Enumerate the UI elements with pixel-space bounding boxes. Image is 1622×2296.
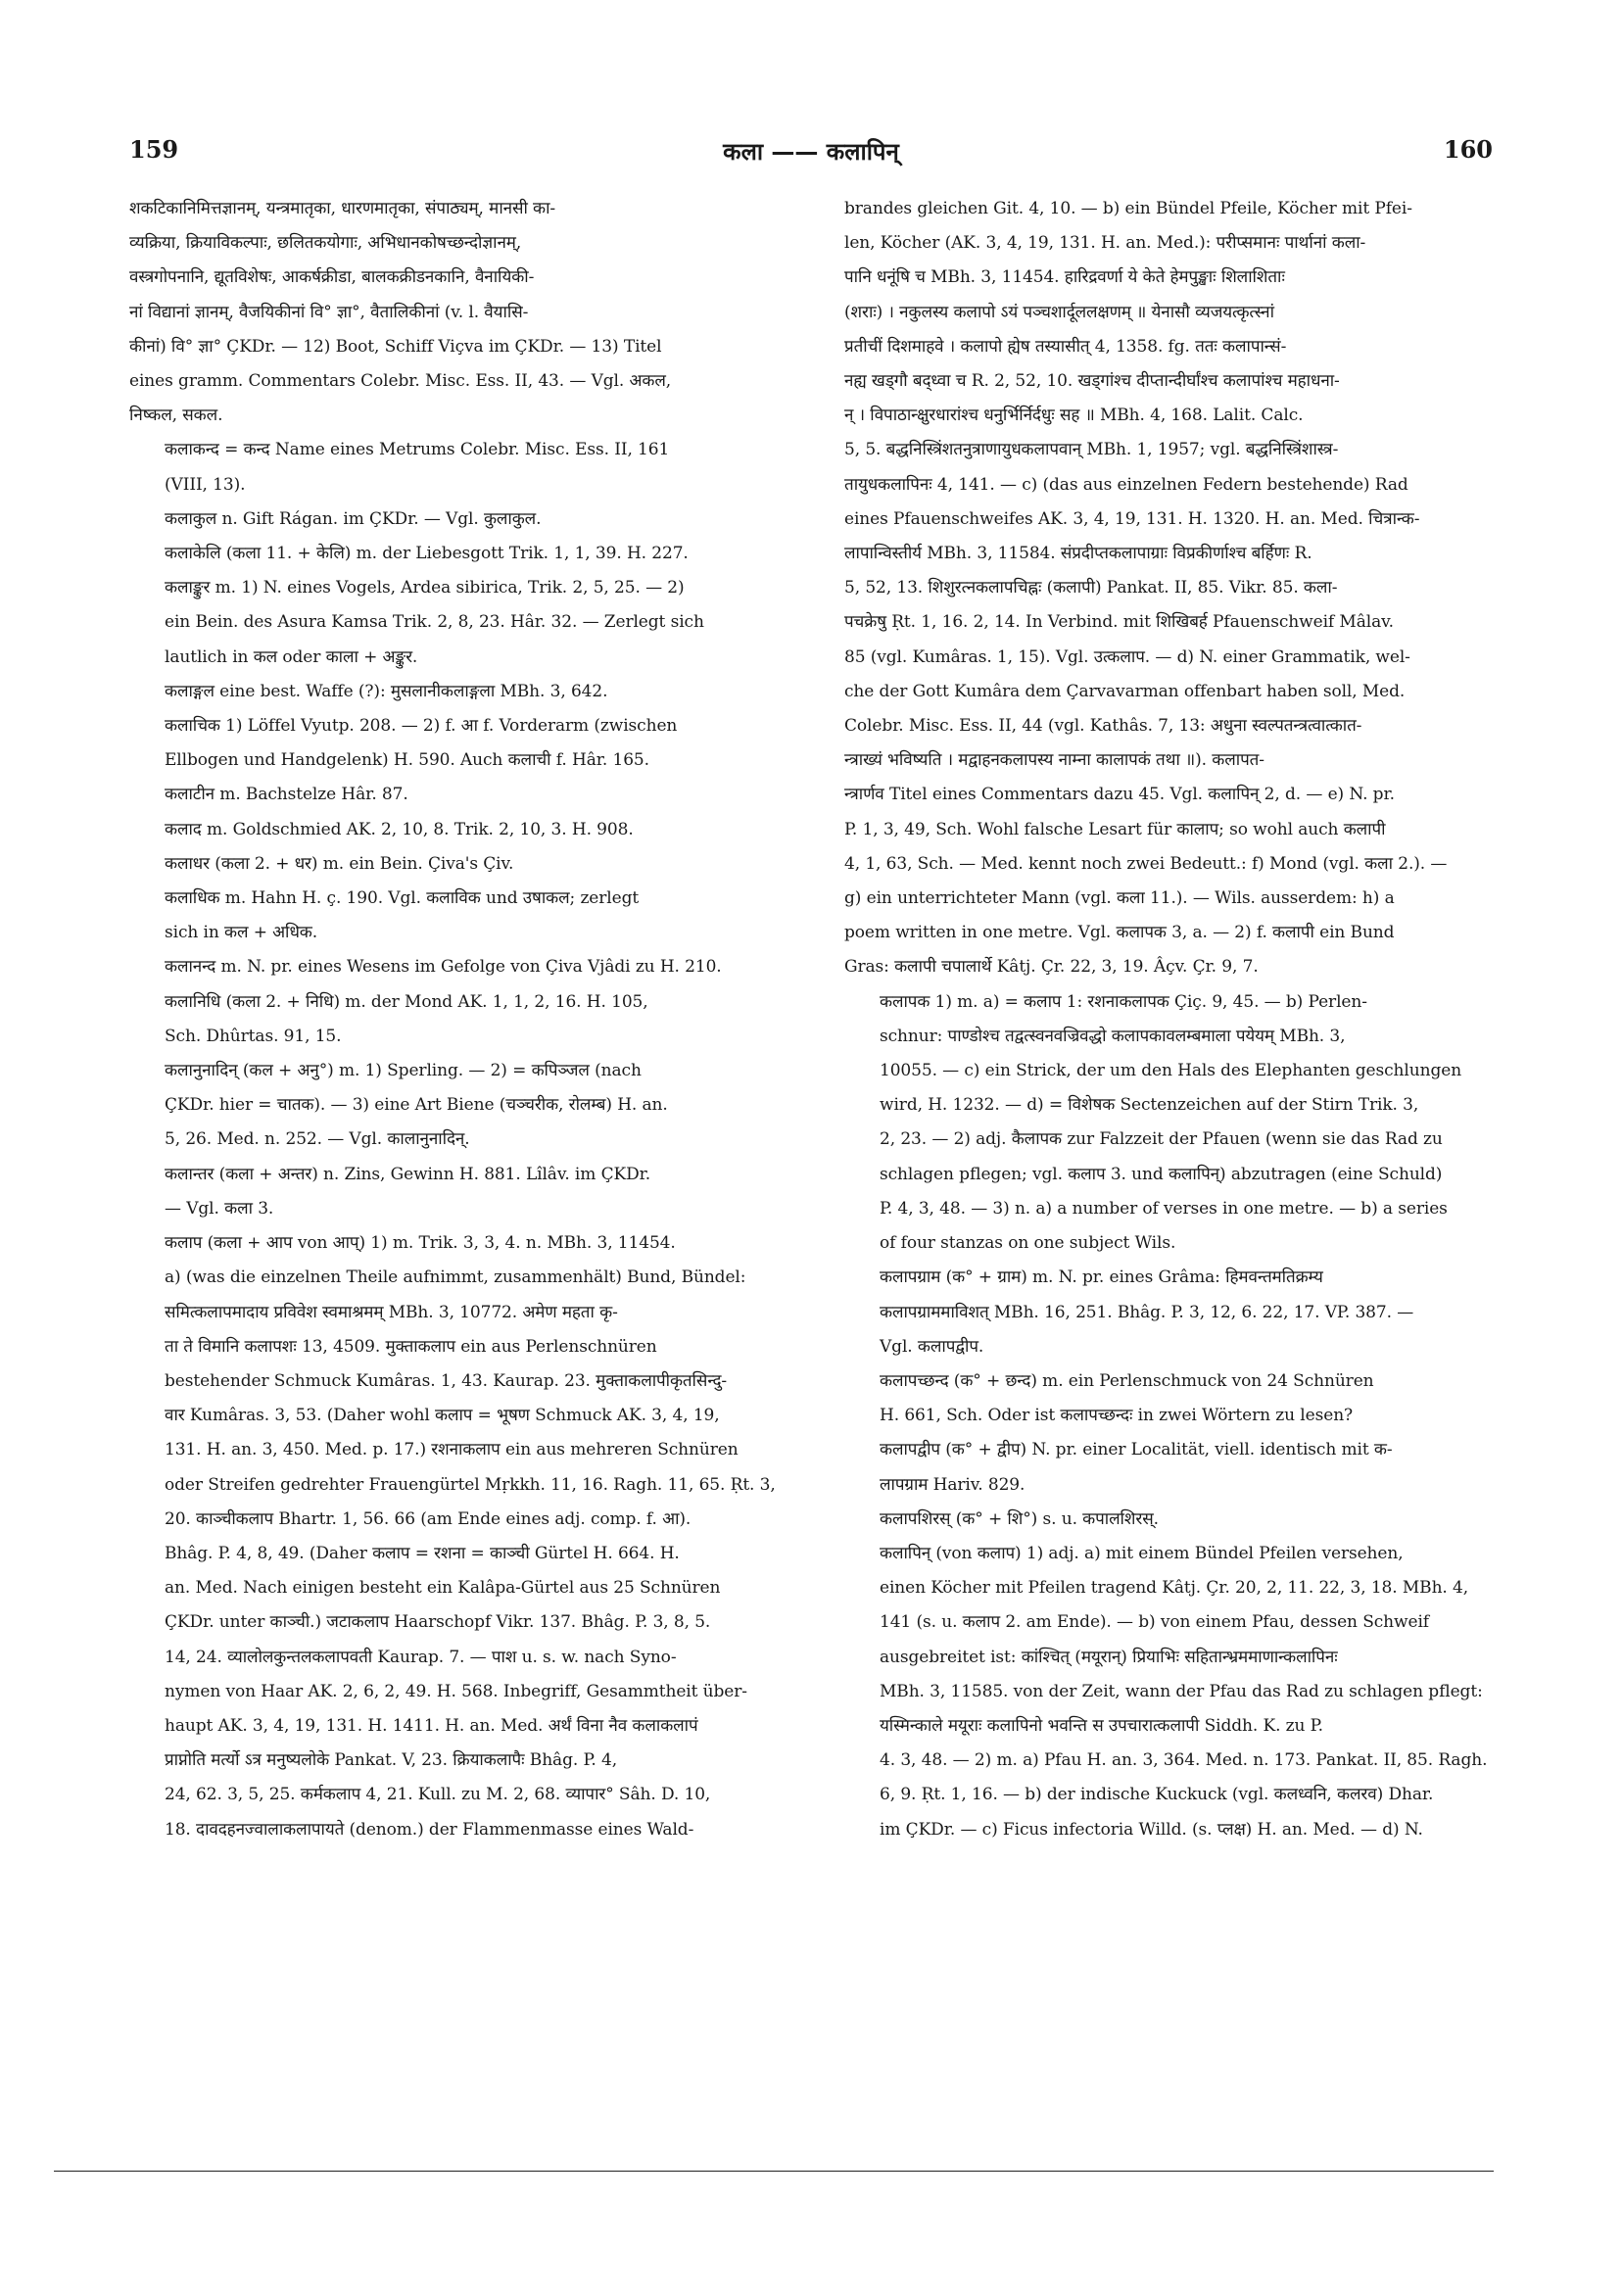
entry-line: नह्य खड्गौ बद्ध्वा च R. 2, 52, 10. खड्गांश्च दीप्तान्दीर्घांश्च कलापांश्च महाधना-	[844, 371, 1340, 392]
entry-line: (VIII, 13).	[165, 474, 246, 495]
entry-line: 6, 9. Ṛt. 1, 16. — b) der indische Kuckuck (vgl. कलध्वनि, कलरव) Dhar.	[880, 1785, 1434, 1805]
entry-line: लापग्राम Hariv. 829.	[880, 1474, 1026, 1495]
entry-line: oder Streifen gedrehter Frauengürtel Mṛkkh. 11, 16. Ragh. 11, 65. Ṛt. 3,	[165, 1474, 776, 1495]
entry-line: कलाकुल n. Gift Rágan. im ÇKDr. — Vgl. कुलाकुल.	[165, 508, 542, 529]
entry-line: 5, 52, 13. शिशुरत्नकलापचिह्नः (कलापी) Pankat. II, 85. Vikr. 85. कला-	[844, 578, 1338, 598]
entry-line: — Vgl. कला 3.	[165, 1198, 274, 1219]
dictionary-entry	[844, 1433, 1491, 1502]
entry-line: Ellbogen und Handgelenk) H. 590. Auch कलाची f. Hâr. 165.	[165, 750, 649, 771]
dictionary-entry	[129, 192, 776, 433]
dictionary-entry	[129, 537, 776, 571]
entry-line: 24, 62. 3, 5, 25. कर्मकलाप 4, 21. Kull. zu M. 2, 68. व्यापार° Sâh. D. 10,	[165, 1785, 711, 1805]
entry-line: g) ein unterrichteter Mann (vgl. कला 11.). — Wils. ausserdem: h) a	[844, 888, 1395, 909]
entry-line: wird, H. 1232. — d) = विशेषक Sectenzeichen auf der Stirn Trik. 3,	[880, 1095, 1419, 1116]
dictionary-entry	[844, 1261, 1491, 1364]
entry-line: तायुधकलापिनः 4, 141. — c) (das aus einzelnen Federn bestehende) Rad	[844, 474, 1408, 495]
dictionary-entry	[129, 433, 776, 502]
entry-line: H. 661, Sch. Oder ist कलापच्छन्दः in zwei Wörtern zu lesen?	[880, 1406, 1354, 1426]
entry-line: eines Pfauenschweifes AK. 3, 4, 19, 131. H. 1320. H. an. Med. चित्रान्क-	[844, 508, 1420, 529]
entry-line: 85 (vgl. Kumâras. 1, 15). Vgl. उत्कलाप. — d) N. einer Grammatik, wel-	[844, 646, 1410, 667]
entry-line: कलापग्राममाविशत् MBh. 16, 251. Bhâg. P. 3, 12, 6. 22, 17. VP. 387. —	[880, 1302, 1414, 1322]
entry-line: ein Bein. des Asura Kamsa Trik. 2, 8, 23. Hâr. 32. — Zerlegt sich	[165, 612, 704, 633]
entry-line: schlagen pflegen; vgl. कलाप 3. und कलापिन्) abzutragen (eine Schuld)	[880, 1164, 1443, 1184]
entry-line: che der Gott Kumâra dem Çarvavarman offenbart haben soll, Med.	[844, 681, 1406, 701]
entry-line: sich in कल + अधिक.	[165, 923, 318, 943]
entry-line: कीनां) वि° ज्ञा° ÇKDr. — 12) Boot, Schiff Viçva im ÇKDr. — 13) Titel	[129, 336, 662, 357]
entry-line: nymen von Haar AK. 2, 6, 2, 49. H. 568. Inbegriff, Gesammtheit über-	[165, 1681, 747, 1701]
entry-line: कलापक 1) m. a) = कलाप 1: रशनाकलापक Çiç. 9, 45. — b) Perlen-	[880, 991, 1367, 1012]
entry-line: lautlich in कल oder काला + अङ्कुर.	[165, 646, 418, 667]
entry-line: Gras: कलापी चपालार्थे Kâtj. Çr. 22, 3, 19. Âçv. Çr. 9, 7.	[844, 957, 1259, 978]
entry-line: 5, 5. बद्धनिस्त्रिंशतनुत्राणायुधकलापवान् MBh. 1, 1957; vgl. बद्धनिस्त्रिंशास्त्र-	[844, 440, 1339, 460]
entry-line: ausgebreitet ist: कांश्चित् (मयूरान्) प्रियाभिः सहितान्भ्रममाणान्कलापिनः	[880, 1647, 1338, 1667]
entry-line: MBh. 3, 11585. von der Zeit, wann der Pfau das Rad zu schlagen pflegt:	[880, 1681, 1483, 1701]
entry-line: brandes gleichen Git. 4, 10. — b) ein Bündel Pfeile, Köcher mit Pfei-	[844, 199, 1412, 218]
dictionary-entry	[129, 847, 776, 882]
right-column	[844, 192, 1491, 1847]
dictionary-entry	[844, 1503, 1491, 1537]
page-header	[129, 135, 1493, 178]
dictionary-entry	[129, 675, 776, 709]
entry-line: (शराः) । नकुलस्य कलापो ऽयं पञ्चशार्दूललक्षणम् ॥ येनासौ व्यजयत्कृत्स्नां	[844, 302, 1274, 322]
entry-line: प्राप्नोति मर्त्यो ऽत्र मनुष्यलोके Pankat. V, 23. क्रियाकलापैः Bhâg. P. 4,	[165, 1750, 617, 1771]
entry-line: कलानुनादिन् (कल + अनु°) m. 1) Sperling. — 2) = कपिञ्जल (nach	[165, 1061, 642, 1081]
entry-line: Sch. Dhûrtas. 91, 15.	[165, 1026, 342, 1046]
dictionary-entry	[129, 1054, 776, 1158]
entry-line: len, Köcher (AK. 3, 4, 19, 131. H. an. Med.): परीप्समानः पार्थानां कला-	[844, 233, 1366, 254]
dictionary-entry	[129, 882, 776, 950]
entry-line: न्त्राख्यं भविष्यति । मद्वाहनकलापस्य नाम्ना कालापकं तथा ॥). कलापत-	[844, 750, 1264, 771]
entry-line: कलाधिक m. Hahn H. ç. 190. Vgl. कलाविक und उषाकल; zerlegt	[165, 888, 640, 909]
entry-line: कलाटीन m. Bachstelze Hâr. 87.	[165, 785, 408, 805]
entry-line: 10055. — c) ein Strick, der um den Hals des Elephanten geschlungen	[880, 1061, 1462, 1081]
page-number-left: 159	[129, 135, 179, 164]
entry-line: पानि धनूंषि च MBh. 3, 11454. हारिद्रवर्णा ये केते हेमपुङ्खाः शिलाशिताः	[844, 267, 1285, 288]
entry-line: einen Köcher mit Pfeilen tragend Kâtj. Çr. 20, 2, 11. 22, 3, 18. MBh. 4,	[880, 1578, 1469, 1599]
dictionary-entry	[129, 813, 776, 847]
entry-line: 14, 24. व्यालोलकुन्तलकलापवती Kaurap. 7. — पाश u. s. w. nach Syno-	[165, 1647, 677, 1667]
entry-line: कलानन्द m. N. pr. eines Wesens im Gefolge von Çiva Vjâdi zu H. 210.	[165, 957, 722, 978]
entry-line: यस्मिन्काले मयूराः कलापिनो भवन्ति स उपचारात्कलापी Siddh. K. zu P.	[880, 1715, 1323, 1736]
entry-line: ÇKDr. hier = चातक). — 3) eine Art Biene (चञ्चरीक, रोलम्ब) H. an.	[165, 1095, 668, 1116]
entry-line: ÇKDr. unter काञ्ची.) जटाकलाप Haarschopf Vikr. 137. Bhâg. P. 3, 8, 5.	[165, 1612, 711, 1633]
entry-line: वार Kumâras. 3, 53. (Daher wohl कलाप = भूषण Schmuck AK. 3, 4, 19,	[165, 1406, 720, 1426]
page-number-right: 160	[1443, 135, 1493, 164]
entry-line: लापान्विस्तीर्य MBh. 3, 11584. संप्रदीप्तकलापाग्राः विप्रकीर्णाश्च बर्हिणः R.	[844, 544, 1312, 564]
entry-line: कलापग्राम (क° + ग्राम) m. N. pr. eines Grâma: हिमवन्तमतिक्रम्य	[880, 1268, 1323, 1288]
entry-line: im ÇKDr. — c) Ficus infectoria Willd. (s. प्लक्ष) H. an. Med. — d) N.	[880, 1819, 1423, 1840]
entry-line: कलाकन्द = कन्द Name eines Metrums Colebr. Misc. Ess. II, 161	[165, 440, 670, 460]
dictionary-entry	[844, 1537, 1491, 1847]
dictionary-entry	[129, 778, 776, 812]
entry-line: of four stanzas on one subject Wils.	[880, 1233, 1176, 1254]
entry-line: न्त्रार्णव Titel eines Commentars dazu 45. Vgl. कलापिन् 2, d. — e) N. pr.	[844, 785, 1395, 805]
entry-line: Colebr. Misc. Ess. II, 44 (vgl. Kathâs. 7, 13: अधुना स्वल्पतन्त्रत्वात्कात-	[844, 716, 1362, 737]
dictionary-entry	[844, 985, 1491, 1262]
dictionary-entry	[129, 950, 776, 984]
entry-line: कलाकेलि (कला 11. + केलि) m. der Liebesgott Trik. 1, 1, 39. H. 227.	[165, 544, 689, 564]
entry-line: schnur: पाण्डोश्च तद्वत्स्वनवज्रिवद्धो कलापकावलम्बमाला पयेयम् MBh. 3,	[880, 1026, 1346, 1046]
entry-line: 5, 26. Med. n. 252. — Vgl. कालानुनादिन्.	[165, 1129, 470, 1150]
entry-line: वस्त्रगोपनानि, द्यूतविशेषः, आकर्षक्रीडा, बालकक्रीडनकानि, वैनायिकी-	[129, 267, 535, 288]
entry-line: 18. दावदहनज्वालाकलापायते (denom.) der Flammenmasse eines Wald-	[165, 1819, 694, 1840]
entry-line: कलापद्वीप (क° + द्वीप) N. pr. einer Localität, viell. identisch mit क-	[880, 1440, 1393, 1460]
dictionary-entry	[129, 571, 776, 675]
entry-line: 20. काञ्चीकलाप Bhartr. 1, 56. 66 (am Ende eines adj. comp. f. आ).	[165, 1508, 692, 1529]
left-column	[129, 192, 776, 1847]
entry-line: 4. 3, 48. — 2) m. a) Pfau H. an. 3, 364. Med. n. 173. Pankat. II, 85. Ragh.	[880, 1750, 1488, 1771]
dictionary-entry	[844, 1364, 1491, 1433]
entry-line: eines gramm. Commentars Colebr. Misc. Ess. II, 43. — Vgl. अकल,	[129, 371, 672, 392]
entry-line: नां विद्यानां ज्ञानम्, वैजयिकीनां वि° ज्ञा°, वैतालिकीनां (v. l. वैयासि-	[129, 302, 529, 322]
entry-line: न् । विपाठान्क्षुरधारांश्च धनुर्भिर्निर्दधुः सह ॥ MBh. 4, 168. Lalit. Calc.	[844, 406, 1304, 426]
entry-line: कलाधर (कला 2. + धर) m. ein Bein. Çiva's Çiv.	[165, 853, 514, 874]
entry-line: poem written in one metre. Vgl. कलापक 3, a. — 2) f. कलापी ein Bund	[844, 923, 1395, 943]
entry-line: कलापशिरस् (क° + शि°) s. u. कपालशिरस्.	[880, 1508, 1159, 1529]
entry-line: P. 4, 3, 48. — 3) n. a) a number of verses in one metre. — b) a series	[880, 1198, 1448, 1219]
entry-line: कलाङ्गल eine best. Waffe (?): मुसलानीकलाङ्गला MBh. 3, 642.	[165, 681, 608, 701]
entry-line: 131. H. an. 3, 450. Med. p. 17.) रशनाकलाप ein aus mehreren Schnüren	[165, 1440, 739, 1460]
entry-line: Bhâg. P. 4, 8, 49. (Daher कलाप = रशना = काञ्ची Gürtel H. 664. H.	[165, 1543, 680, 1563]
entry-line: कलाद m. Goldschmied AK. 2, 10, 8. Trik. 2, 10, 3. H. 908.	[165, 819, 634, 839]
dictionary-entry	[129, 1226, 776, 1847]
entry-line: कलाङ्कुर m. 1) N. eines Vogels, Ardea sibirica, Trik. 2, 5, 25. — 2)	[165, 578, 685, 598]
entry-line: P. 1, 3, 49, Sch. Wohl falsche Lesart für कालाप; so wohl auch कलापी	[844, 819, 1386, 839]
entry-line: शकटिकानिमित्तज्ञानम्, यन्त्रमातृका, धारणमातृका, संपाठ्यम्, मानसी का-	[129, 199, 556, 218]
entry-line: bestehender Schmuck Kumâras. 1, 43. Kaurap. 23. मुक्ताकलापीकृतसिन्दु-	[165, 1370, 728, 1391]
entry-line: कलापच्छन्द (क° + छन्द) m. ein Perlenschmuck von 24 Schnüren	[880, 1370, 1374, 1391]
running-title: कला —— कलापिन्	[723, 138, 899, 166]
entry-line: प्रतीचीं दिशमाहवे । कलापो ह्येष तस्यासीत् 4, 1358. fg. ततः कलापान्सं-	[844, 336, 1287, 357]
entry-line: निष्कल, सकल.	[129, 406, 223, 426]
dictionary-entry	[129, 502, 776, 537]
entry-line: 2, 23. — 2) adj. कैलापक zur Falzzeit der Pfauen (wenn sie das Rad zu	[880, 1129, 1443, 1150]
entry-line: व्यक्रिया, क्रियाविकल्पाः, छलितकयोगाः, अभिधानकोषच्छन्दोज्ञानम्,	[129, 233, 522, 254]
footer-rule	[54, 2171, 1494, 2172]
entry-line: कलान्तर (कला + अन्तर) n. Zins, Gewinn H. 881. Lîlâv. im ÇKDr.	[165, 1164, 651, 1184]
dictionary-entry	[844, 192, 1491, 985]
dictionary-entry	[129, 1158, 776, 1226]
entry-line: पचक्रेषु Ṛt. 1, 16. 2, 14. In Verbind. mit शिखिबर्ह Pfauenschweif Mâlav.	[844, 612, 1394, 633]
entry-line: a) (was die einzelnen Theile aufnimmt, zusammenhält) Bund, Bündel:	[165, 1268, 746, 1288]
entry-line: 141 (s. u. कलाप 2. am Ende). — b) von einem Pfau, dessen Schweif	[880, 1612, 1429, 1633]
entry-line: 4, 1, 63, Sch. — Med. kennt noch zwei Bedeutt.: f) Mond (vgl. कला 2.). —	[844, 853, 1448, 874]
entry-line: Vgl. कलापद्वीप.	[880, 1336, 984, 1357]
entry-line: ता ते विमानि कलापशः 13, 4509. मुक्ताकलाप ein aus Perlenschnüren	[165, 1336, 657, 1357]
entry-line: कलाचिक 1) Löffel Vyutp. 208. — 2) f. आ f. Vorderarm (zwischen	[165, 716, 678, 737]
dictionary-entry	[129, 985, 776, 1054]
entry-line: कलापिन् (von कलाप) 1) adj. a) mit einem Bündel Pfeilen versehen,	[880, 1543, 1404, 1563]
dictionary-entry	[129, 709, 776, 778]
entry-line: कलानिधि (कला 2. + निधि) m. der Mond AK. 1, 1, 2, 16. H. 105,	[165, 991, 648, 1012]
entry-line: समित्कलापमादाय प्रविवेश स्वमाश्रमम् MBh. 3, 10772. अमेण महता कृ-	[165, 1302, 618, 1322]
entry-line: haupt AK. 3, 4, 19, 131. H. 1411. H. an. Med. अर्थं विना नैव कलाकलापं	[165, 1715, 698, 1736]
entry-line: an. Med. Nach einigen besteht ein Kalâpa-Gürtel aus 25 Schnüren	[165, 1578, 721, 1599]
entry-line: कलाप (कला + आप von आप्) 1) m. Trik. 3, 3, 4. n. MBh. 3, 11454.	[165, 1233, 676, 1254]
